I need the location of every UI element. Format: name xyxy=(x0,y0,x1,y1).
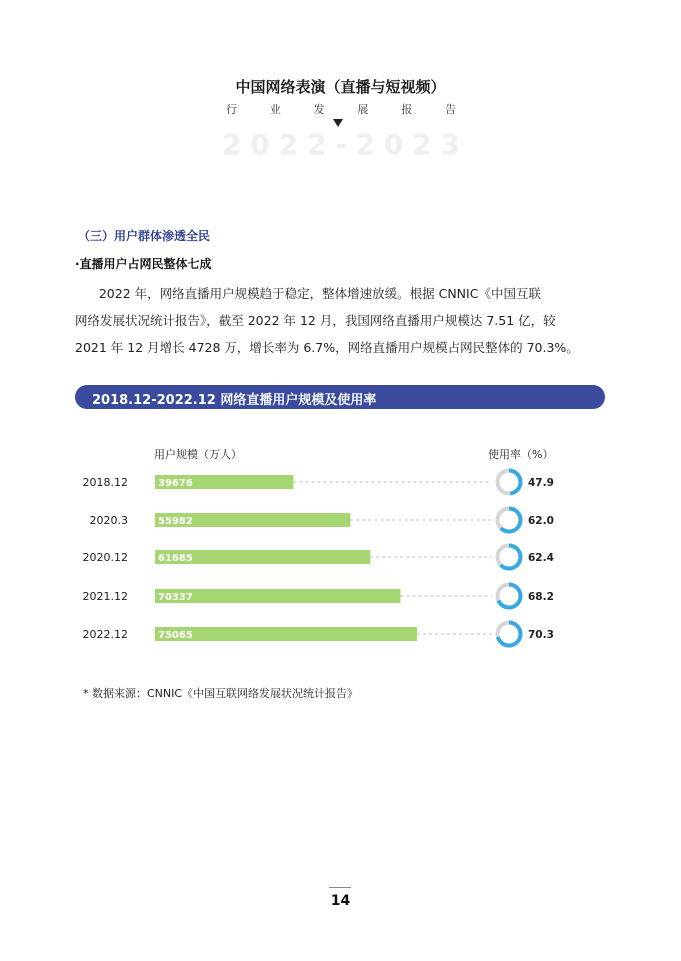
subtitle-char: 业 xyxy=(269,103,281,116)
right-axis-label: 使用率（%） xyxy=(488,448,554,461)
category-label: 2018.12 xyxy=(82,476,128,489)
page-number-rule xyxy=(329,887,351,888)
paragraph-line: 2022 年，网络直播用户规模趋于稳定，整体增速放缓。根据 CNNIC《中国互联 xyxy=(75,286,541,301)
category-label: 2021.12 xyxy=(82,590,128,603)
usage-rate-label: 68.2 xyxy=(528,591,554,603)
subtitle-char: 展 xyxy=(357,103,369,116)
subtitle-char: 告 xyxy=(444,103,456,116)
year-char: 2 xyxy=(355,128,376,161)
year-char: 0 xyxy=(383,128,404,161)
report-title: 中国网络表演（直播与短视频） xyxy=(235,78,446,96)
subtitle-char: 行 xyxy=(226,103,237,116)
chart-banner-title: 2018.12-2022.12 网络直播用户规模及使用率 xyxy=(92,393,377,408)
usage-rate-label: 70.3 xyxy=(528,629,554,641)
year-char: 2 xyxy=(412,128,432,161)
subtitle-char: 发 xyxy=(313,103,325,116)
bar-value-label: 55982 xyxy=(158,516,193,527)
bar-value-label: 75065 xyxy=(158,630,193,641)
source-note: * 数据来源：CNNIC《中国互联网络发展状况统计报告》 xyxy=(83,687,359,700)
subtitle-char: 报 xyxy=(401,103,413,116)
usage-rate-label: 62.0 xyxy=(528,515,554,527)
usage-rate-label: 62.4 xyxy=(528,552,554,564)
year-char: 2 xyxy=(222,128,242,161)
category-label: 2020.12 xyxy=(82,551,128,564)
paragraph-line: 2021 年 12 月增长 4728 万，增长率为 6.7%，网络直播用户规模占网民整体的 70.3%。 xyxy=(75,340,579,355)
bar xyxy=(155,627,417,641)
section-heading: （三）用户群体渗透全民 xyxy=(78,229,211,243)
category-label: 2022.12 xyxy=(82,628,128,641)
category-label: 2020.3 xyxy=(89,514,128,527)
year-char: 3 xyxy=(440,128,460,161)
left-axis-label: 用户规模（万人） xyxy=(154,448,242,461)
year-char: 2 xyxy=(306,128,327,161)
year-char: 0 xyxy=(250,128,270,161)
bar-value-label: 70337 xyxy=(158,592,193,603)
page-number: 14 xyxy=(330,893,351,909)
section-subheading: ·直播用户占网民整体七成 xyxy=(75,257,212,271)
year-char: - xyxy=(335,128,347,161)
usage-rate-label: 47.9 xyxy=(528,477,554,489)
paragraph-line: 网络发展状况统计报告》，截至 2022 年 12 月，我国网络直播用户规模达 7.51 亿，较 xyxy=(75,313,556,328)
year-char: 2 xyxy=(278,128,299,161)
bar-value-label: 61685 xyxy=(158,553,193,564)
bar-value-label: 39676 xyxy=(158,478,193,489)
